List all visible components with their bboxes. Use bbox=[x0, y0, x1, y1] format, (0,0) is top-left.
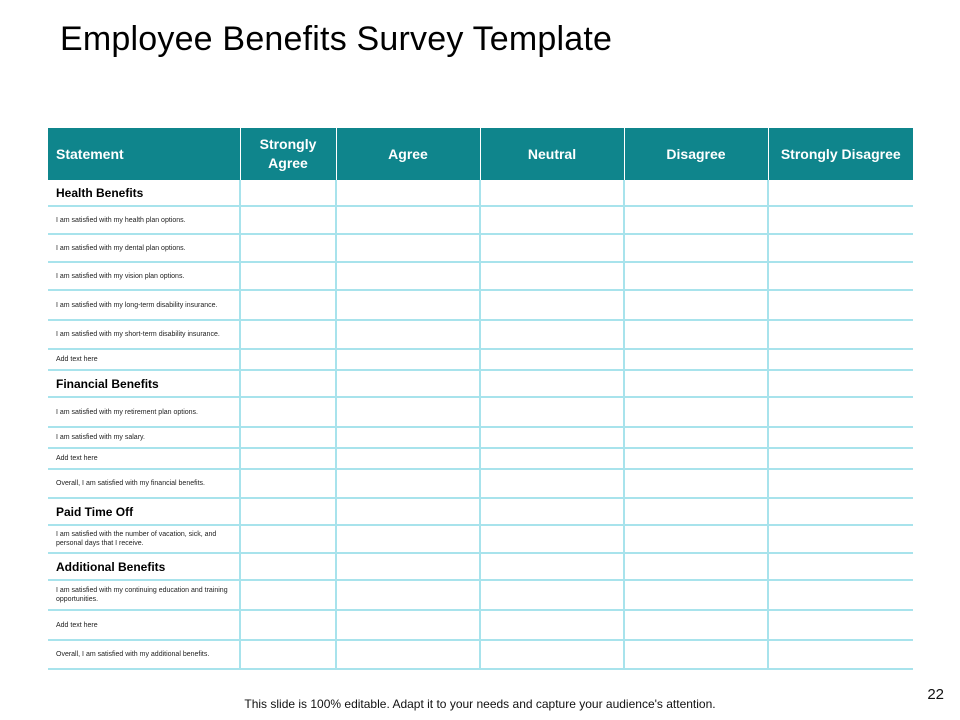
response-cell-neutral[interactable] bbox=[480, 469, 624, 498]
response-cell-disagree[interactable] bbox=[624, 349, 768, 370]
table-row bbox=[48, 234, 913, 262]
section-row bbox=[48, 553, 913, 580]
response-cell-strongly-agree[interactable] bbox=[240, 469, 336, 498]
header-disagree: Disagree bbox=[624, 128, 768, 180]
statement-text: I am satisfied with my continuing education and training opportunities. bbox=[48, 580, 240, 610]
response-cell-neutral[interactable] bbox=[480, 580, 624, 610]
response-cell-disagree[interactable] bbox=[624, 180, 768, 206]
section-row bbox=[48, 498, 913, 525]
table-row bbox=[48, 349, 913, 370]
table-row bbox=[48, 262, 913, 290]
response-cell-agree[interactable] bbox=[336, 427, 480, 448]
response-cell-strongly-agree[interactable] bbox=[240, 370, 336, 397]
response-cell-strongly-agree[interactable] bbox=[240, 448, 336, 469]
response-cell-strongly-agree[interactable] bbox=[240, 262, 336, 290]
response-cell-disagree[interactable] bbox=[624, 290, 768, 320]
statement-text: I am satisfied with my short-term disability insurance. bbox=[48, 320, 240, 349]
statement-text: I am satisfied with the number of vacation, sick, and personal days that I receive. bbox=[48, 525, 240, 553]
response-cell-strongly-agree[interactable] bbox=[240, 180, 336, 206]
response-cell-disagree[interactable] bbox=[624, 580, 768, 610]
response-cell-neutral[interactable] bbox=[480, 498, 624, 525]
response-cell-neutral[interactable] bbox=[480, 234, 624, 262]
header-statement: Statement bbox=[48, 128, 240, 180]
statement-text: Overall, I am satisfied with my financial benefits. bbox=[48, 469, 240, 498]
statement-text: Overall, I am satisfied with my additional benefits. bbox=[48, 640, 240, 669]
response-cell-agree[interactable] bbox=[336, 234, 480, 262]
table-row bbox=[48, 448, 913, 469]
response-cell-strongly-disagree[interactable] bbox=[768, 448, 913, 469]
response-cell-disagree[interactable] bbox=[624, 610, 768, 640]
response-cell-agree[interactable] bbox=[336, 349, 480, 370]
response-cell-strongly-disagree[interactable] bbox=[768, 553, 913, 580]
statement-text: I am satisfied with my salary. bbox=[48, 427, 240, 448]
response-cell-agree[interactable] bbox=[336, 640, 480, 669]
statement-text: I am satisfied with my long-term disability insurance. bbox=[48, 290, 240, 320]
response-cell-strongly-disagree[interactable] bbox=[768, 469, 913, 498]
response-cell-disagree[interactable] bbox=[624, 262, 768, 290]
table-row bbox=[48, 640, 913, 669]
table-row bbox=[48, 397, 913, 427]
response-cell-strongly-disagree[interactable] bbox=[768, 610, 913, 640]
response-cell-agree[interactable] bbox=[336, 370, 480, 397]
statement-text: Add text here bbox=[48, 610, 240, 640]
statement-text: I am satisfied with my vision plan options. bbox=[48, 262, 240, 290]
response-cell-strongly-agree[interactable] bbox=[240, 349, 336, 370]
response-cell-neutral[interactable] bbox=[480, 262, 624, 290]
slide-title: Employee Benefits Survey Template bbox=[60, 20, 613, 58]
table-row bbox=[48, 525, 913, 553]
response-cell-strongly-agree[interactable] bbox=[240, 427, 336, 448]
section-heading: Additional Benefits bbox=[48, 553, 240, 580]
section-heading: Financial Benefits bbox=[48, 370, 240, 397]
response-cell-neutral[interactable] bbox=[480, 290, 624, 320]
table-header-row bbox=[48, 128, 913, 180]
response-cell-agree[interactable] bbox=[336, 262, 480, 290]
response-cell-disagree[interactable] bbox=[624, 640, 768, 669]
response-cell-agree[interactable] bbox=[336, 469, 480, 498]
statement-text: Add text here bbox=[48, 349, 240, 370]
response-cell-agree[interactable] bbox=[336, 206, 480, 234]
table-row bbox=[48, 206, 913, 234]
response-cell-strongly-agree[interactable] bbox=[240, 234, 336, 262]
statement-text: I am satisfied with my retirement plan options. bbox=[48, 397, 240, 427]
response-cell-strongly-disagree[interactable] bbox=[768, 580, 913, 610]
response-cell-disagree[interactable] bbox=[624, 469, 768, 498]
response-cell-strongly-agree[interactable] bbox=[240, 320, 336, 349]
response-cell-strongly-disagree[interactable] bbox=[768, 206, 913, 234]
response-cell-strongly-disagree[interactable] bbox=[768, 262, 913, 290]
statement-text: Add text here bbox=[48, 448, 240, 469]
response-cell-strongly-agree[interactable] bbox=[240, 640, 336, 669]
response-cell-agree[interactable] bbox=[336, 397, 480, 427]
header-strongly-agree: Strongly Agree bbox=[240, 128, 336, 180]
response-cell-strongly-agree[interactable] bbox=[240, 553, 336, 580]
response-cell-strongly-agree[interactable] bbox=[240, 525, 336, 553]
table-row bbox=[48, 469, 913, 498]
response-cell-neutral[interactable] bbox=[480, 448, 624, 469]
response-cell-agree[interactable] bbox=[336, 553, 480, 580]
footer-note: This slide is 100% editable. Adapt it to your needs and capture your audience's attention. bbox=[244, 697, 716, 711]
page-number: 22 bbox=[927, 686, 944, 703]
table-row bbox=[48, 290, 913, 320]
response-cell-agree[interactable] bbox=[336, 320, 480, 349]
table-row bbox=[48, 580, 913, 610]
response-cell-strongly-disagree[interactable] bbox=[768, 397, 913, 427]
response-cell-agree[interactable] bbox=[336, 290, 480, 320]
header-neutral: Neutral bbox=[480, 128, 624, 180]
response-cell-strongly-agree[interactable] bbox=[240, 290, 336, 320]
section-row bbox=[48, 180, 913, 206]
response-cell-neutral[interactable] bbox=[480, 397, 624, 427]
response-cell-neutral[interactable] bbox=[480, 349, 624, 370]
response-cell-disagree[interactable] bbox=[624, 553, 768, 580]
response-cell-neutral[interactable] bbox=[480, 180, 624, 206]
response-cell-strongly-disagree[interactable] bbox=[768, 427, 913, 448]
table-row bbox=[48, 610, 913, 640]
response-cell-neutral[interactable] bbox=[480, 610, 624, 640]
response-cell-disagree[interactable] bbox=[624, 498, 768, 525]
response-cell-strongly-agree[interactable] bbox=[240, 498, 336, 525]
response-cell-strongly-disagree[interactable] bbox=[768, 234, 913, 262]
response-cell-neutral[interactable] bbox=[480, 525, 624, 553]
survey-table bbox=[48, 128, 913, 670]
response-cell-strongly-disagree[interactable] bbox=[768, 320, 913, 349]
header-agree: Agree bbox=[336, 128, 480, 180]
response-cell-strongly-agree[interactable] bbox=[240, 206, 336, 234]
response-cell-agree[interactable] bbox=[336, 180, 480, 206]
response-cell-strongly-agree[interactable] bbox=[240, 580, 336, 610]
section-row bbox=[48, 370, 913, 397]
response-cell-disagree[interactable] bbox=[624, 525, 768, 553]
response-cell-strongly-disagree[interactable] bbox=[768, 498, 913, 525]
response-cell-strongly-agree[interactable] bbox=[240, 610, 336, 640]
response-cell-neutral[interactable] bbox=[480, 427, 624, 448]
response-cell-agree[interactable] bbox=[336, 498, 480, 525]
section-heading: Health Benefits bbox=[48, 180, 240, 206]
section-heading: Paid Time Off bbox=[48, 498, 240, 525]
response-cell-disagree[interactable] bbox=[624, 234, 768, 262]
response-cell-strongly-disagree[interactable] bbox=[768, 525, 913, 553]
statement-text: I am satisfied with my health plan options. bbox=[48, 206, 240, 234]
response-cell-disagree[interactable] bbox=[624, 370, 768, 397]
response-cell-neutral[interactable] bbox=[480, 320, 624, 349]
response-cell-strongly-disagree[interactable] bbox=[768, 370, 913, 397]
response-cell-disagree[interactable] bbox=[624, 397, 768, 427]
response-cell-agree[interactable] bbox=[336, 525, 480, 553]
table-row bbox=[48, 427, 913, 448]
response-cell-agree[interactable] bbox=[336, 448, 480, 469]
response-cell-agree[interactable] bbox=[336, 610, 480, 640]
response-cell-strongly-agree[interactable] bbox=[240, 397, 336, 427]
response-cell-neutral[interactable] bbox=[480, 370, 624, 397]
response-cell-strongly-disagree[interactable] bbox=[768, 180, 913, 206]
response-cell-disagree[interactable] bbox=[624, 320, 768, 349]
response-cell-disagree[interactable] bbox=[624, 206, 768, 234]
statement-text: I am satisfied with my dental plan options. bbox=[48, 234, 240, 262]
header-strongly-disagree: Strongly Disagree bbox=[768, 128, 913, 180]
response-cell-disagree[interactable] bbox=[624, 448, 768, 469]
response-cell-strongly-disagree[interactable] bbox=[768, 640, 913, 669]
response-cell-disagree[interactable] bbox=[624, 427, 768, 448]
response-cell-strongly-disagree[interactable] bbox=[768, 349, 913, 370]
response-cell-strongly-disagree[interactable] bbox=[768, 290, 913, 320]
table-row bbox=[48, 320, 913, 349]
response-cell-neutral[interactable] bbox=[480, 206, 624, 234]
response-cell-agree[interactable] bbox=[336, 580, 480, 610]
response-cell-neutral[interactable] bbox=[480, 553, 624, 580]
response-cell-neutral[interactable] bbox=[480, 640, 624, 669]
